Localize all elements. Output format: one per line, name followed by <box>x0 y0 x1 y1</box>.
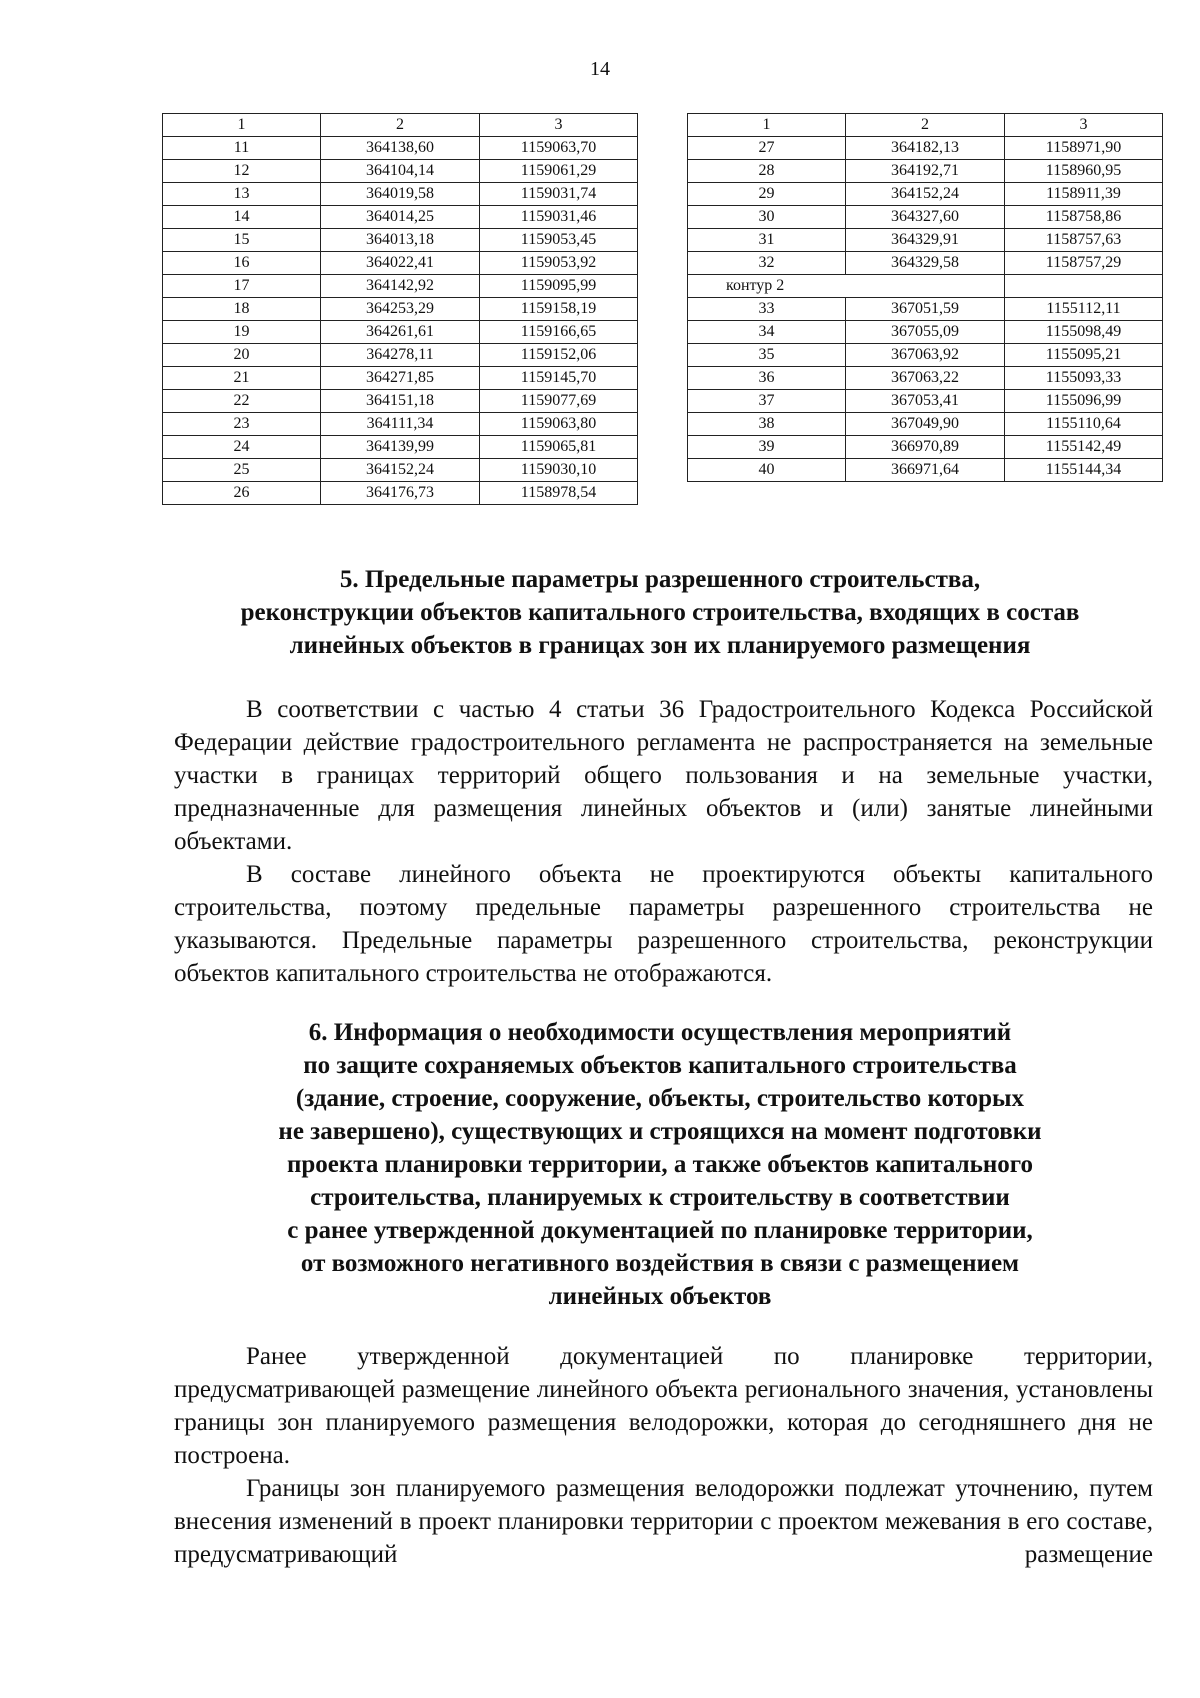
coordinates-table-right <box>687 113 1163 482</box>
table-row <box>688 183 1163 206</box>
point-number: 26 <box>163 482 321 505</box>
y-coordinate: 1158978,54 <box>480 482 638 505</box>
y-coordinate: 1159095,99 <box>480 275 638 298</box>
table-row <box>688 459 1163 482</box>
x-coordinate: 364014,25 <box>321 206 480 229</box>
table-row <box>163 459 638 482</box>
header-cell-y: 3 <box>1005 114 1163 137</box>
x-coordinate: 364104,14 <box>321 160 480 183</box>
y-coordinate: 1155144,34 <box>1005 459 1163 482</box>
x-coordinate: 367053,41 <box>846 390 1005 413</box>
table-row <box>688 252 1163 275</box>
coordinates-table-left <box>162 113 638 505</box>
table-row <box>163 321 638 344</box>
y-coordinate: 1159166,65 <box>480 321 638 344</box>
section-5-body <box>174 693 1153 990</box>
table-row <box>163 252 638 275</box>
heading-line: от возможного негативного воздействия в связи с размещением <box>300 1250 1020 1277</box>
x-coordinate: 367055,09 <box>846 321 1005 344</box>
x-coordinate: 366971,64 <box>846 459 1005 482</box>
heading-line: с ранее утвержденной документацией по планировке территории, <box>287 1217 1033 1244</box>
x-coordinate: 364182,13 <box>846 137 1005 160</box>
paragraph: В соответствии с частью 4 статьи 36 Градостроительного Кодекса Российской Федерации действие градостроительного регламента не распространяется на земельные участки в границах территорий общего пользования и на земельные участки, предназначенные для размещения линейных объектов и (или) занятые линейными объектами. <box>174 696 1153 855</box>
table-row <box>163 367 638 390</box>
point-number: 34 <box>688 321 846 344</box>
y-coordinate: 1158758,86 <box>1005 206 1163 229</box>
x-coordinate: 364019,58 <box>321 183 480 206</box>
contour-row <box>688 275 1163 298</box>
x-coordinate: 367051,59 <box>846 298 1005 321</box>
point-number: 27 <box>688 137 846 160</box>
point-number: 20 <box>163 344 321 367</box>
x-coordinate: 367063,22 <box>846 367 1005 390</box>
paragraph: Ранее утвержденной документацией по планировке территории, предусматривающей размещение линейного объекта регионального значения, установлены границы зон планируемого размещения велодорожки, которая до сегодняшнего дня не построена. <box>174 1343 1153 1469</box>
heading-line: проекта планировки территории, а также объектов капитального <box>286 1151 1034 1178</box>
point-number: 24 <box>163 436 321 459</box>
point-number: 29 <box>688 183 846 206</box>
table-row <box>163 413 638 436</box>
heading-line: не завершено), существующих и строящихся на момент подготовки <box>278 1118 1042 1145</box>
x-coordinate: 364142,92 <box>321 275 480 298</box>
y-coordinate: 1155098,49 <box>1005 321 1163 344</box>
x-coordinate: 364271,85 <box>321 367 480 390</box>
y-coordinate: 1158757,29 <box>1005 252 1163 275</box>
x-coordinate: 364139,99 <box>321 436 480 459</box>
point-number: 23 <box>163 413 321 436</box>
x-coordinate: 364329,91 <box>846 229 1005 252</box>
table-row <box>688 344 1163 367</box>
x-coordinate: 367063,92 <box>846 344 1005 367</box>
x-coordinate: 364329,58 <box>846 252 1005 275</box>
point-number: 38 <box>688 413 846 436</box>
table-row <box>163 275 638 298</box>
section-6-heading <box>160 1016 1160 1313</box>
y-coordinate: 1155112,11 <box>1005 298 1163 321</box>
point-number: 11 <box>163 137 321 160</box>
y-coordinate: 1159063,70 <box>480 137 638 160</box>
section-5-heading <box>160 563 1160 662</box>
point-number: 37 <box>688 390 846 413</box>
table-row <box>163 390 638 413</box>
x-coordinate: 364152,24 <box>321 459 480 482</box>
point-number: 18 <box>163 298 321 321</box>
point-number: 31 <box>688 229 846 252</box>
table-header-row <box>163 114 638 137</box>
heading-line: 5. Предельные параметры разрешенного строительства, <box>339 566 981 593</box>
paragraph: Границы зон планируемого размещения велодорожки подлежат уточнению, путем внесения изменений в проект планировки территории с проектом межевания в его составе, предусматривающий размещение <box>174 1475 1153 1568</box>
y-coordinate: 1155096,99 <box>1005 390 1163 413</box>
table-row <box>163 160 638 183</box>
heading-line: линейных объектов <box>548 1283 772 1310</box>
table-row <box>688 436 1163 459</box>
table-row <box>688 321 1163 344</box>
point-number: 12 <box>163 160 321 183</box>
table-row <box>163 229 638 252</box>
point-number: 13 <box>163 183 321 206</box>
x-coordinate: 364013,18 <box>321 229 480 252</box>
y-coordinate: 1159061,29 <box>480 160 638 183</box>
header-cell-point: 1 <box>163 114 321 137</box>
point-number: 32 <box>688 252 846 275</box>
point-number: 30 <box>688 206 846 229</box>
table-header-row <box>688 114 1163 137</box>
heading-line: по защите сохраняемых объектов капитального строительства <box>303 1052 1017 1079</box>
y-coordinate: 1159145,70 <box>480 367 638 390</box>
header-cell-point: 1 <box>688 114 846 137</box>
point-number: 21 <box>163 367 321 390</box>
table-row <box>688 160 1163 183</box>
x-coordinate: 367049,90 <box>846 413 1005 436</box>
y-coordinate: 1159031,74 <box>480 183 638 206</box>
point-number: 14 <box>163 206 321 229</box>
y-coordinate: 1159077,69 <box>480 390 638 413</box>
table-row <box>688 229 1163 252</box>
point-number: 19 <box>163 321 321 344</box>
heading-line: строительства, планируемых к строительству в соответствии <box>310 1184 1010 1211</box>
x-coordinate: 364022,41 <box>321 252 480 275</box>
x-coordinate: 364176,73 <box>321 482 480 505</box>
y-coordinate: 1158971,90 <box>1005 137 1163 160</box>
x-coordinate: 366970,89 <box>846 436 1005 459</box>
x-coordinate: 364278,11 <box>321 344 480 367</box>
heading-line: линейных объектов в границах зон их планируемого размещения <box>289 632 1031 659</box>
x-coordinate: 364152,24 <box>846 183 1005 206</box>
page-number: 14 <box>590 58 610 80</box>
y-coordinate: 1159065,81 <box>480 436 638 459</box>
y-coordinate: 1158960,95 <box>1005 160 1163 183</box>
point-number: 25 <box>163 459 321 482</box>
y-coordinate: 1155095,21 <box>1005 344 1163 367</box>
x-coordinate: 364327,60 <box>846 206 1005 229</box>
x-coordinate: 364151,18 <box>321 390 480 413</box>
header-cell-x: 2 <box>321 114 480 137</box>
table-row <box>163 298 638 321</box>
x-coordinate: 364261,61 <box>321 321 480 344</box>
table-row <box>688 367 1163 390</box>
contour-label: контур 2 <box>688 275 1005 298</box>
y-coordinate: 1159053,45 <box>480 229 638 252</box>
point-number: 33 <box>688 298 846 321</box>
y-coordinate: 1155110,64 <box>1005 413 1163 436</box>
y-coordinate: 1158757,63 <box>1005 229 1163 252</box>
y-coordinate: 1155093,33 <box>1005 367 1163 390</box>
y-coordinate: 1159158,19 <box>480 298 638 321</box>
table-row <box>163 206 638 229</box>
header-cell-y: 3 <box>480 114 638 137</box>
y-coordinate: 1159063,80 <box>480 413 638 436</box>
heading-line: (здание, строение, сооружение, объекты, строительство которых <box>295 1085 1025 1112</box>
point-number: 28 <box>688 160 846 183</box>
point-number: 15 <box>163 229 321 252</box>
x-coordinate: 364138,60 <box>321 137 480 160</box>
table-row <box>163 344 638 367</box>
point-number: 36 <box>688 367 846 390</box>
y-coordinate: 1159030,10 <box>480 459 638 482</box>
heading-line: реконструкции объектов капитального строительства, входящих в состав <box>240 599 1080 626</box>
point-number: 40 <box>688 459 846 482</box>
section-6-body <box>174 1340 1153 1571</box>
table-row <box>688 413 1163 436</box>
y-coordinate: 1155142,49 <box>1005 436 1163 459</box>
point-number: 39 <box>688 436 846 459</box>
point-number: 17 <box>163 275 321 298</box>
table-row <box>688 137 1163 160</box>
paragraph: В составе линейного объекта не проектируются объекты капитального строительства, поэтому предельные параметры разрешенного строительства не указываются. Предельные параметры разрешенного строительства, реконструкции объектов капитального строительства не отображаются. <box>174 861 1153 987</box>
table-row <box>163 482 638 505</box>
table-row <box>688 390 1163 413</box>
empty-cell <box>1005 275 1163 298</box>
heading-line: 6. Информация о необходимости осуществления мероприятий <box>308 1019 1012 1046</box>
x-coordinate: 364253,29 <box>321 298 480 321</box>
table-row <box>688 206 1163 229</box>
point-number: 35 <box>688 344 846 367</box>
x-coordinate: 364111,34 <box>321 413 480 436</box>
y-coordinate: 1158911,39 <box>1005 183 1163 206</box>
table-row <box>163 137 638 160</box>
x-coordinate: 364192,71 <box>846 160 1005 183</box>
table-row <box>163 183 638 206</box>
point-number: 22 <box>163 390 321 413</box>
point-number: 16 <box>163 252 321 275</box>
y-coordinate: 1159152,06 <box>480 344 638 367</box>
y-coordinate: 1159031,46 <box>480 206 638 229</box>
y-coordinate: 1159053,92 <box>480 252 638 275</box>
table-row <box>163 436 638 459</box>
header-cell-x: 2 <box>846 114 1005 137</box>
table-row <box>688 298 1163 321</box>
